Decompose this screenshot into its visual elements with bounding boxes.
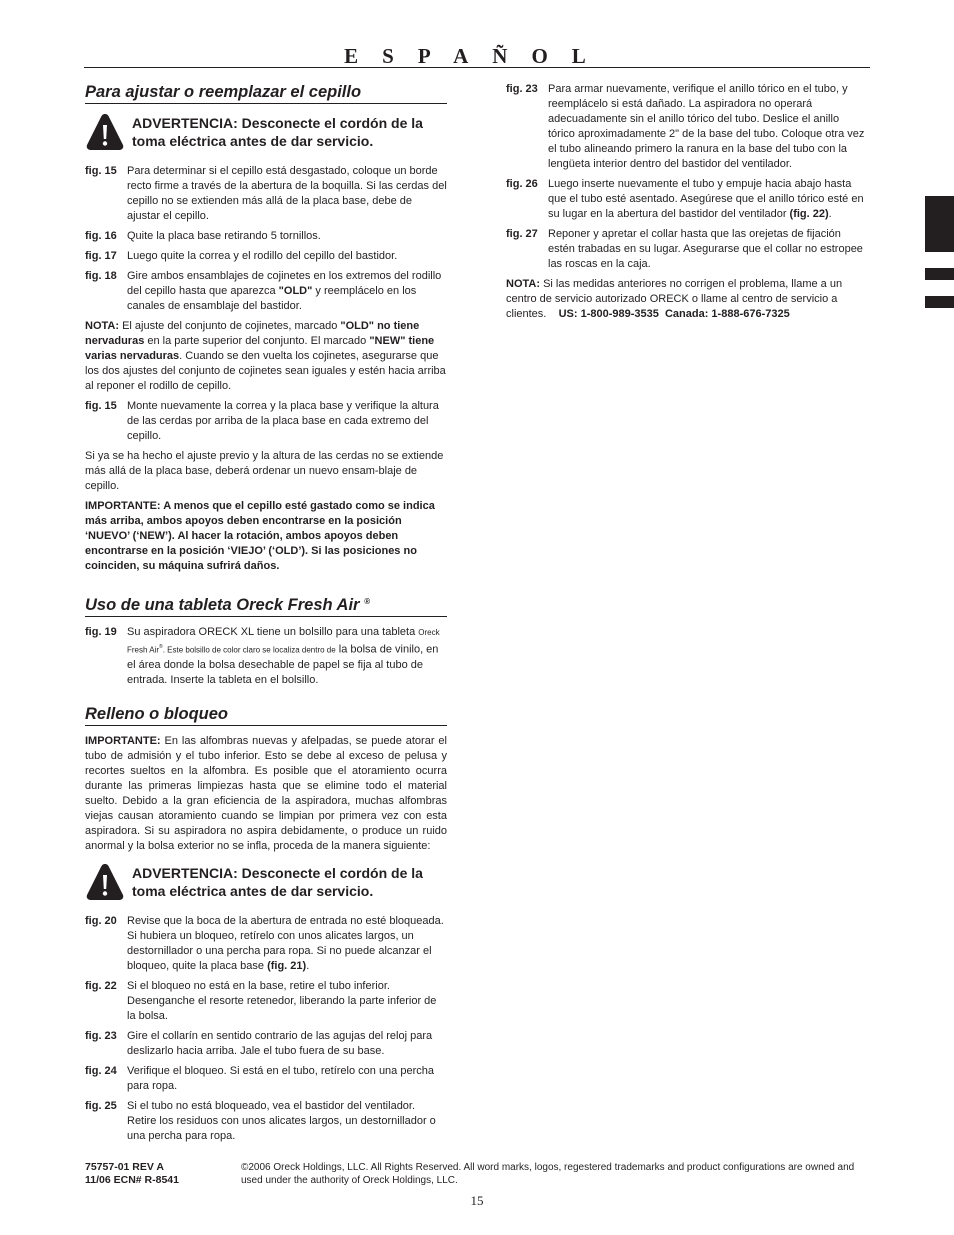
fig-text xyxy=(127,914,447,974)
fig-label: fig. 25 xyxy=(85,1099,117,1112)
page-language-header: ESPAÑOL xyxy=(344,44,610,68)
small-run: Oreck Fresh Air xyxy=(127,628,440,655)
warning-text: ADVERTENCIA: Desconecte el cordón de la toma eléctrica antes de dar servicio. xyxy=(132,864,423,899)
copyright-notice: ©2006 Oreck Holdings, LLC. All Rights Reserved. All word marks, logos, regestered trademarks and product configurations are owned and used under the authority of Oreck Holdings, LLC. xyxy=(241,1162,855,1186)
body-paragraph: Si ya se ha hecho el ajuste previo y la altura de las cerdas no se extiende más allá de la placa base, deberá ordenar un nuevo ensam-blaje de cepillo. xyxy=(85,450,444,492)
warning-block xyxy=(85,112,447,152)
list-item xyxy=(85,249,447,264)
list-item xyxy=(85,1099,447,1144)
fig-label: fig. 15 xyxy=(85,165,117,177)
important-paragraph: IMPORTANTE: A menos que el cepillo esté gastado como se indica más arriba, ambos apoyos deben encontrarse en la posición ‘NUEVO’ (‘NEW’). Al hacer la rotación, ambos apoyos deben encontrarse en la posición ‘VIEJO’ (‘OLD’). Si las posiciones no coinciden, su máquina sufrirá daños. xyxy=(85,500,435,572)
language-tab-marker xyxy=(925,268,954,280)
important-paragraph xyxy=(85,734,447,854)
text-run: en la parte superior del conjunto. El marcado xyxy=(144,335,370,347)
fig-text: Reponer y apretar el collar hasta que las orejetas de fijación estén trabadas en su lugar. Asegurarse que el collar no estropee las roscas en la caja. xyxy=(548,228,863,270)
bold-run: "NEW" tiene varias nervaduras xyxy=(85,335,435,362)
list-item xyxy=(85,914,447,974)
text-run: Si las medidas anteriores no corrigen el problema, llame a un centro de servicio autorizado ORECK o llame al centro de servicio a clientes. xyxy=(506,278,846,320)
fig-label: fig. 16 xyxy=(85,230,117,242)
page-number: 15 xyxy=(470,1193,484,1208)
note-paragraph xyxy=(85,319,447,394)
list-item xyxy=(85,399,447,444)
fig-text: Verifique el bloqueo. Si está en el tubo, retírelo con una percha para ropa. xyxy=(127,1064,434,1092)
small-run: . Este bolsillo de color claro se localiza dentro de xyxy=(162,645,336,655)
registered-mark: ® xyxy=(159,644,163,650)
document-revision: 75757-01 REV A xyxy=(85,1161,164,1173)
list-item xyxy=(506,177,868,222)
warning-text: ADVERTENCIA: Desconecte el cordón de la toma eléctrica antes de dar servicio. xyxy=(132,115,423,149)
fig-label: fig. 15 xyxy=(85,400,117,412)
section-title xyxy=(85,592,447,617)
header-rule xyxy=(84,67,870,68)
warning-icon xyxy=(85,862,125,902)
fig-label: fig. 18 xyxy=(85,270,117,282)
text-run: la bolsa de vinilo, en el área donde la bolsa desechable de papel se fija al tubo de entrada. Inserte la tableta en el bolsillo. xyxy=(127,643,439,686)
fig-text: Quite la placa base retirando 5 tornillos. xyxy=(127,230,321,242)
fig-label: fig. 23 xyxy=(506,83,538,95)
fig-text: Si el tubo no está bloqueado, vea el bastidor del ventilador. Retire los residuos con unos alicates largos, un destornillador o una percha para ropa. xyxy=(127,1099,436,1142)
text-run: . Cuando se den vuelta los cojinetes, asegurarse que los dos ajustes del conjunto de cojinetes sean iguales y estén hacia arriba al reponer el rodillo de cepillo. xyxy=(85,350,446,392)
section-title: Relleno o bloqueo xyxy=(85,704,447,726)
warning-block xyxy=(85,862,447,902)
fig-text: Monte nuevamente la correa y la placa base y verifique la altura de las cerdas por arriba de la placa base en cada extremo del cepillo. xyxy=(127,400,439,442)
text-run: Revise que la boca de la abertura de entrada no esté bloqueada. Si hubiera un bloqueo, retírelo con unos alicates largos, un destornillador o una percha para ropa. Si no puede alcanzar el bloqueo, quite la placa base xyxy=(127,914,444,972)
list-item xyxy=(85,269,447,314)
language-tab-marker xyxy=(925,296,954,308)
fig-label: fig. 19 xyxy=(85,626,117,638)
text-run: y reemplácelo en los canales de ensamblaje del bastidor. xyxy=(127,285,417,312)
text-run: Gire ambos ensamblajes de cojinetes en los extremos del rodillo del cepillo hasta que aparezca xyxy=(127,270,442,297)
phone-numbers: US: 1-800-989-3535 Canada: 1-888-676-7325 xyxy=(558,308,790,320)
document-code xyxy=(85,1161,179,1187)
fig-text xyxy=(127,625,447,688)
language-tab-marker xyxy=(925,196,954,252)
fig-text: Si el bloqueo no está en la base, retire el tubo inferior. Desenganche el resorte retenedor, liberando la parte inferior de la bolsa. xyxy=(127,979,437,1022)
important-lead: IMPORTANTE: xyxy=(85,734,161,747)
fig-text xyxy=(548,177,868,222)
list-item xyxy=(85,229,447,244)
fig-label: fig. 23 xyxy=(85,1029,117,1042)
left-column xyxy=(85,82,447,1149)
fig-label: fig. 24 xyxy=(85,1064,117,1077)
fig-label: fig. 27 xyxy=(506,228,538,240)
bold-run: "OLD" no tiene nervaduras xyxy=(85,320,420,347)
text-run: . xyxy=(306,959,310,972)
right-column xyxy=(506,82,868,327)
list-item xyxy=(506,82,868,172)
list-item xyxy=(85,979,447,1024)
list-item xyxy=(85,1064,447,1094)
text-run: . xyxy=(828,208,832,220)
document-ecn: 11/06 ECN# R-8541 xyxy=(85,1174,179,1186)
section-title-text: Uso de una tableta Oreck Fresh Air xyxy=(85,596,360,614)
fig-label: fig. 22 xyxy=(85,979,117,992)
list-item xyxy=(85,1029,447,1059)
registered-mark: ® xyxy=(364,597,370,606)
note-lead: NOTA: xyxy=(85,320,120,332)
list-item xyxy=(506,227,868,272)
list-item xyxy=(85,625,447,688)
text-run: En las alfombras nuevas y afelpadas, se puede atorar el tubo de admisión y el tubo inferior. Esto se debe al exceso de pelusa y recortes sueltos en la alfombra. Es posible que el atoramiento ocurra durante las primeras limpiezas hasta que se elimine todo el material suelto. Debido a la gran eficiencia de la aspiradora, muchas alfombras viejas causan atoramiento cuando se limpian por primera vez con esta aspiradora. Si su aspiradora no aspira debidamente, o produce un ruido anormal y la bolsa exterior no se infla, proceda de la manera siguiente: xyxy=(85,734,447,852)
section-title: Para ajustar o reemplazar el cepillo xyxy=(85,82,447,104)
fig-text: Luego quite la correa y el rodillo del cepillo del bastidor. xyxy=(127,250,398,262)
fig-text: Para determinar si el cepillo está desgastado, coloque un borde recto firme a través de la abertura de la boquilla. Si las cerdas del cepillo no se extienden más allá de la placa base, debe de ajustar el cepillo. xyxy=(127,165,447,222)
list-item xyxy=(85,164,447,224)
text-run: Su aspiradora ORECK XL tiene un bolsillo para una tableta xyxy=(127,626,419,638)
text-run: El ajuste del conjunto de cojinetes, marcado xyxy=(119,320,341,332)
fig-label: fig. 17 xyxy=(85,250,117,262)
warning-icon xyxy=(85,112,125,152)
fig-text xyxy=(127,269,447,314)
fig-text: Gire el collarín en sentido contrario de las agujas del reloj para deslizarlo hacia arriba. Jale el tubo fuera de su base. xyxy=(127,1029,433,1057)
fig-reference: (fig. 21) xyxy=(267,959,307,972)
fig-label: fig. 26 xyxy=(506,178,538,190)
fig-label: fig. 20 xyxy=(85,914,117,927)
note-paragraph xyxy=(506,277,868,322)
bold-run: "OLD" xyxy=(278,285,313,297)
fig-reference: (fig. 22) xyxy=(789,208,829,220)
note-lead: NOTA: xyxy=(506,278,541,290)
text-run: Luego inserte nuevamente el tubo y empuje hacia abajo hasta que el tubo esté asentado. Asegúrese que el anillo tórico esté en su lugar en la abertura del bastidor del ventilador xyxy=(548,178,864,220)
fig-text: Para armar nuevamente, verifique el anillo tórico en el tubo, y reemplácelo si está dañado. La aspiradora no operará adecuadamente sin el anillo tórico del tubo. Deslice el anillo tórico aproximadamente 2" de la base del tubo. Coloque otra vez el tubo alineando primero la ranura en la base del tubo con la lengüeta interior dentro del bastidor del ventilador. xyxy=(548,83,865,170)
